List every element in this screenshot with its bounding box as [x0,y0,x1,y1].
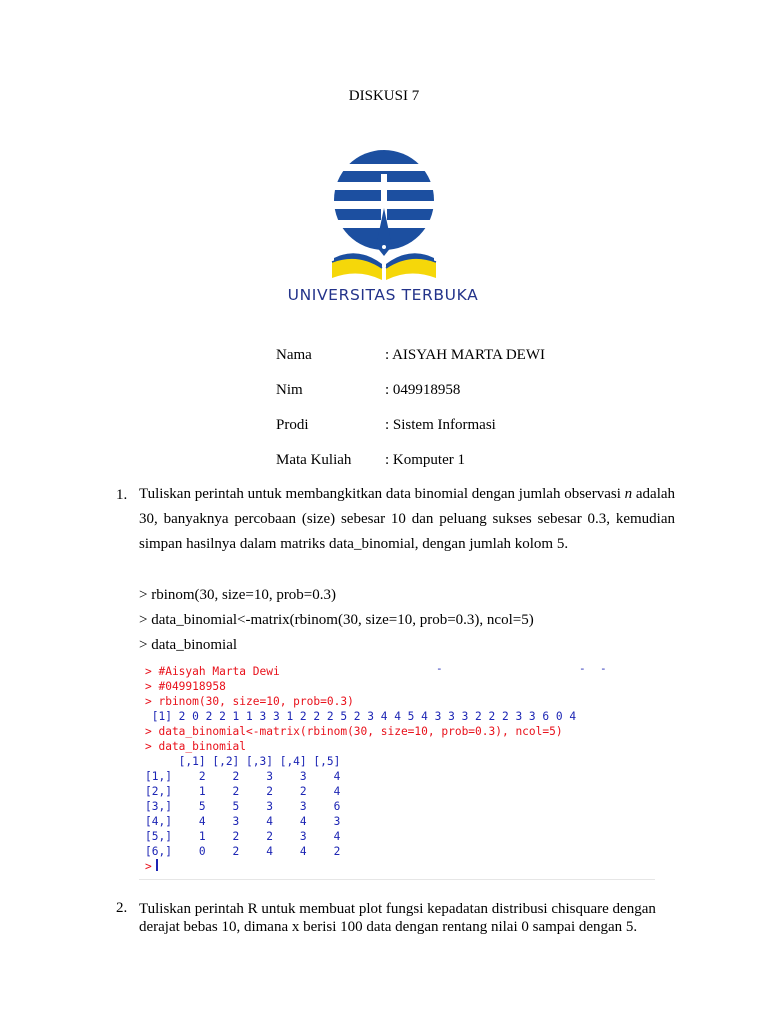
logo-text: UNIVERSITAS TERBUKA [287,286,479,304]
question-1-italic: n [624,486,633,502]
info-label: Prodi [276,417,309,433]
console-artifact: - [600,662,607,675]
logo-graphic [272,148,494,308]
console-line: [4,] 4 3 4 4 3 [145,815,341,828]
console-line: [1,] 2 2 3 3 4 [145,770,341,783]
page-title: DISKUSI 7 [348,88,420,104]
divider [139,879,655,880]
command-line: > data_binomial<-matrix(rbinom(30, size=10, prob=0.3), ncol=5) [139,612,534,628]
info-label: Nim [276,382,303,398]
console-line: > data_binomial [145,740,247,753]
console-line: [5,] 1 2 2 3 4 [145,830,341,843]
question-1-number: 1. [116,487,128,503]
console-line: > #049918958 [145,680,226,693]
console-line: [3,] 5 5 3 3 6 [145,800,341,813]
question-2-text [139,900,675,936]
console-artifact: - [579,662,586,675]
info-value: : 049918958 [385,382,461,398]
console-artifact: - [436,662,443,675]
question-1-text-b: adalah 30, banyaknya percobaan (size) sebesar 10 dan peluang sukses sebesar 0.3, kemudian simpan hasilnya dalam matriks data_binomial, dengan jumlah kolom 5. [139,486,676,552]
question-1-text-a: Tuliskan perintah untuk membangkitkan data binomial dengan jumlah observasi [139,486,625,502]
r-console-screenshot [139,660,655,874]
text-cursor-icon [156,859,158,871]
question-1-text [139,482,675,557]
info-value: : Komputer 1 [385,452,465,468]
question-2-number: 2. [116,900,128,916]
console-line: [1] 2 0 2 2 1 1 3 3 1 2 2 2 5 2 3 4 4 5 4 3 3 3 2 2 2 3 3 6 0 4 [145,710,577,723]
info-label: Nama [276,347,312,363]
command-line: > data_binomial [139,637,238,653]
console-line: > #Aisyah Marta Dewi [145,665,280,678]
console-line: > data_binomial<-matrix(rbinom(30, size=10, prob=0.3), ncol=5) [145,725,563,738]
info-value: : AISYAH MARTA DEWI [385,347,545,363]
console-prompt: > [145,860,152,873]
command-line: > rbinom(30, size=10, prob=0.3) [139,587,337,603]
question-2-paragraph: Tuliskan perintah R untuk membuat plot fungsi kepadatan distribusi chisquare dengan derajat bebas 10, dimana x berisi 100 data dengan rentang nilai 0 sampai dengan 5. [139,901,656,935]
console-line: > rbinom(30, size=10, prob=0.3) [145,695,354,708]
info-value: : Sistem Informasi [385,417,496,433]
console-line: [,1] [,2] [,3] [,4] [,5] [145,755,341,768]
universitas-terbuka-logo [272,148,494,308]
console-line: [6,] 0 2 4 4 2 [145,845,341,858]
console-prompt-line [145,859,158,874]
console-line: [2,] 1 2 2 2 4 [145,785,341,798]
info-label: Mata Kuliah [276,452,352,468]
